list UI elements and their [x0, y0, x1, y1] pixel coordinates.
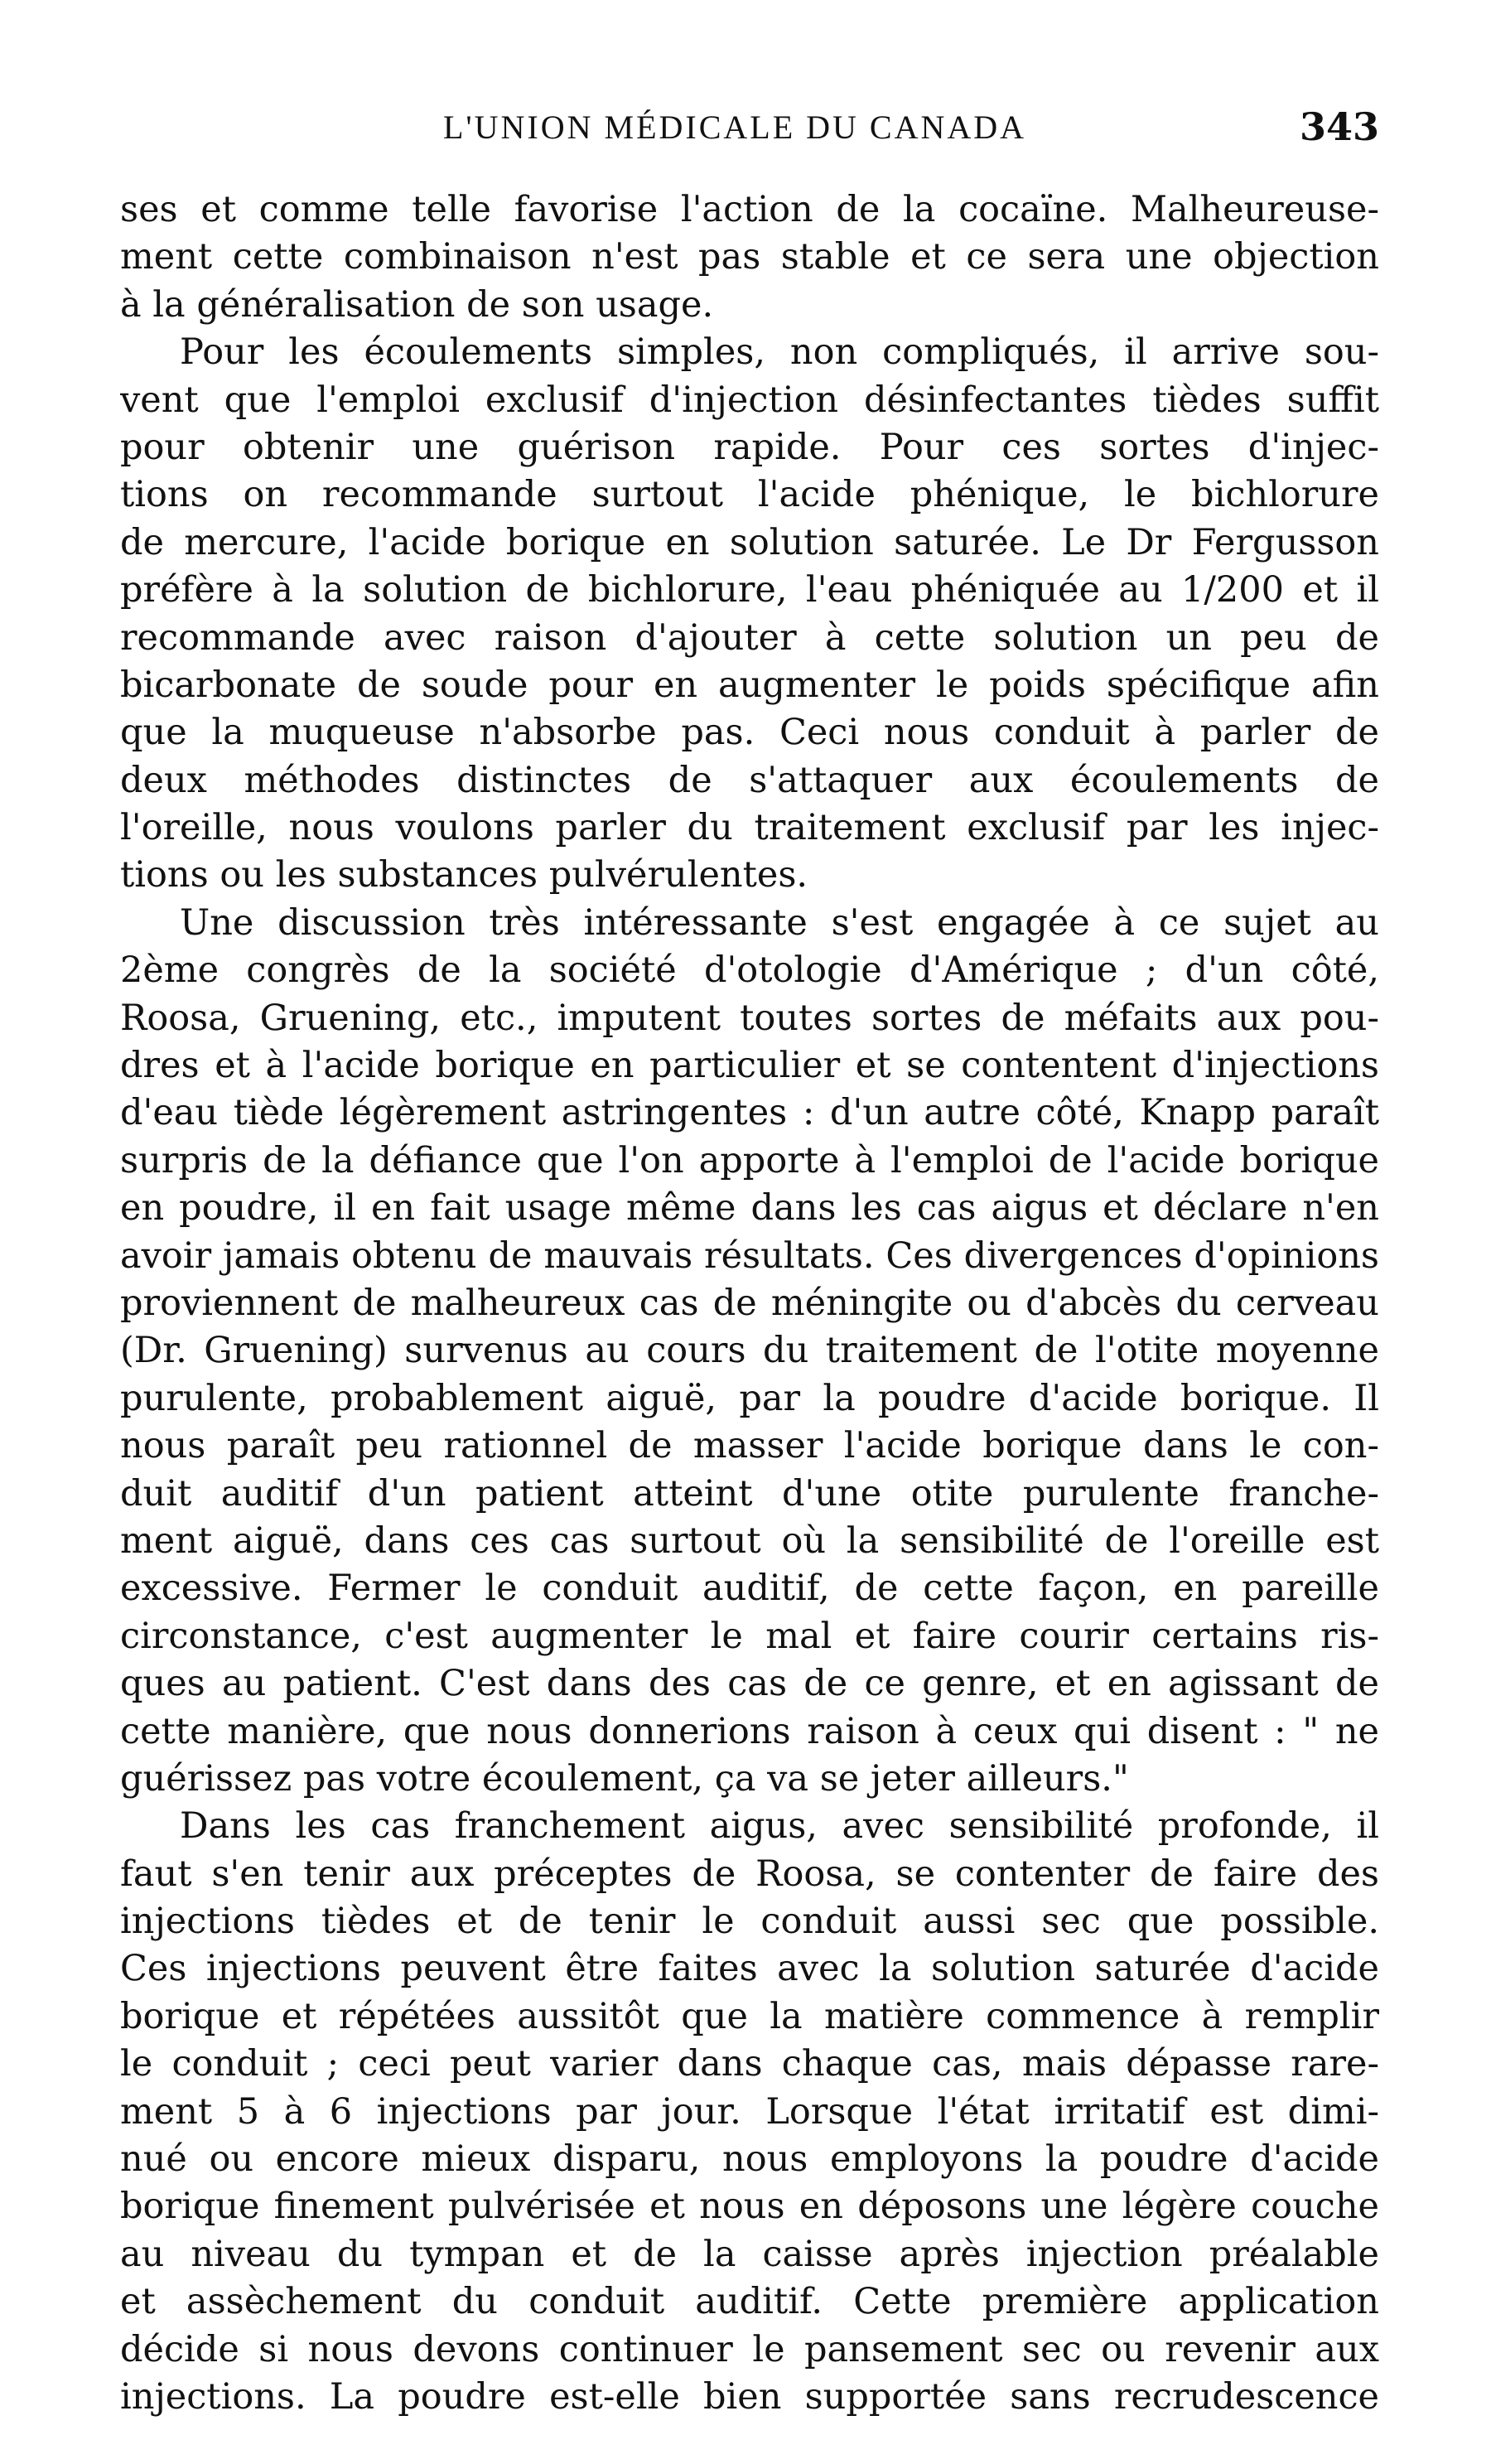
book-page: [120, 0, 1379, 2464]
text-line: borique finement pulvérisée et nous en déposons une légère couche: [120, 2186, 1379, 2228]
running-title: L'UNION MÉDICALE DU CANADA: [443, 109, 1027, 146]
text-line: Ces injections peuvent être faites avec la solution saturée d'acide: [120, 1948, 1379, 1990]
text-line: cette manière, que nous donnerions raison à ceux qui disent : " ne: [120, 1710, 1379, 1752]
text-line: guérissez pas votre écoulement, ça va se jeter ailleurs.": [120, 1757, 1129, 1800]
text-line: à la généralisation de son usage.: [120, 283, 714, 326]
text-line: ment aiguë, dans ces cas surtout où la sensibilité de l'oreille est: [120, 1519, 1379, 1562]
text-line: 2ème congrès de la société d'otologie d'Amérique ; d'un côté,: [120, 949, 1379, 992]
text-line: duit auditif d'un patient atteint d'une otite purulente franche-: [120, 1472, 1379, 1515]
text-line: avoir jamais obtenu de mauvais résultats. Ces divergences d'opinions: [120, 1234, 1379, 1277]
text-line: ques au patient. C'est dans des cas de ce genre, et en agissant de: [120, 1663, 1379, 1705]
text-line: en poudre, il en fait usage même dans les cas aigus et déclare n'en: [120, 1187, 1379, 1230]
text-line: l'oreille, nous voulons parler du traitement exclusif par les injec-: [120, 807, 1379, 849]
text-line: recommande avec raison d'ajouter à cette solution un peu de: [120, 616, 1379, 659]
text-line: Roosa, Gruening, etc., imputent toutes sortes de méfaits aux pou-: [120, 997, 1379, 1039]
text-line: proviennent de malheureux cas de méningite ou d'abcès du cerveau: [120, 1282, 1379, 1324]
paragraph-start-line: Dans les cas franchement aigus, avec sensibilité profonde, il: [180, 1805, 1379, 1848]
text-line: au niveau du tympan et de la caisse après injection préalable: [120, 2233, 1379, 2275]
text-line: injections tièdes et de tenir le conduit aussi sec que possible.: [120, 1901, 1379, 1943]
text-line: borique et répétées aussitôt que la matière commence à remplir: [120, 1995, 1379, 2037]
body-text: [120, 186, 1379, 2421]
text-line: pour obtenir une guérison rapide. Pour ces sortes d'injec-: [120, 426, 1379, 468]
text-line: ment cette combinaison n'est pas stable et ce sera une objection: [120, 236, 1379, 278]
text-line: décide si nous devons continuer le pansement sec ou revenir aux: [120, 2328, 1379, 2370]
text-line: tions on recommande surtout l'acide phénique, le bichlorure: [120, 474, 1379, 516]
text-line: vent que l'emploi exclusif d'injection désinfectantes tièdes suffit: [120, 379, 1379, 421]
running-head: [120, 104, 1379, 157]
text-line: dres et à l'acide borique en particulier et se contentent d'injections: [120, 1045, 1379, 1087]
paragraph-start-line: Une discussion très intéressante s'est engagée à ce sujet au: [180, 901, 1379, 944]
text-line: ment 5 à 6 injections par jour. Lorsque l'état irritatif est dimi-: [120, 2090, 1379, 2133]
text-line: injections. La poudre est-elle bien supportée sans recrudescence: [120, 2375, 1379, 2418]
text-line: d'eau tiède légèrement astringentes : d'un autre côté, Knapp paraît: [120, 1092, 1379, 1134]
paragraph-start-line: Pour les écoulements simples, non compliqués, il arrive sou-: [180, 331, 1379, 374]
text-line: ses et comme telle favorise l'action de la cocaïne. Malheureuse-: [120, 189, 1379, 230]
text-line: le conduit ; ceci peut varier dans chaque cas, mais dépasse rare-: [120, 2043, 1379, 2085]
text-line: excessive. Fermer le conduit auditif, de cette façon, en pareille: [120, 1568, 1379, 1610]
text-line: surpris de la défiance que l'on apporte à l'emploi de l'acide borique: [120, 1139, 1379, 1181]
text-line: que la muqueuse n'absorbe pas. Ceci nous conduit à parler de: [120, 712, 1379, 754]
text-line: (Dr. Gruening) survenus au cours du traitement de l'otite moyenne: [120, 1330, 1379, 1372]
text-line: faut s'en tenir aux préceptes de Roosa, se contenter de faire des: [120, 1853, 1379, 1895]
page-number: 343: [1299, 104, 1379, 149]
text-line: préfère à la solution de bichlorure, l'eau phéniquée au 1/200 et il: [120, 569, 1379, 611]
text-line: de mercure, l'acide borique en solution saturée. Le Dr Fergusson: [120, 521, 1379, 563]
text-line: bicarbonate de soude pour en augmenter le poids spécifique afin: [120, 664, 1379, 706]
text-line: nous paraît peu rationnel de masser l'acide borique dans le con-: [120, 1425, 1379, 1467]
text-line: purulente, probablement aiguë, par la poudre d'acide borique. Il: [120, 1377, 1379, 1419]
text-line: nué ou encore mieux disparu, nous employons la poudre d'acide: [120, 2138, 1379, 2181]
text-line: circonstance, c'est augmenter le mal et faire courir certains ris-: [120, 1615, 1379, 1657]
text-line: et assèchement du conduit auditif. Cette première application: [120, 2281, 1379, 2323]
text-line: deux méthodes distinctes de s'attaquer aux écoulements de: [120, 759, 1379, 801]
text-line: tions ou les substances pulvérulentes.: [120, 854, 808, 896]
